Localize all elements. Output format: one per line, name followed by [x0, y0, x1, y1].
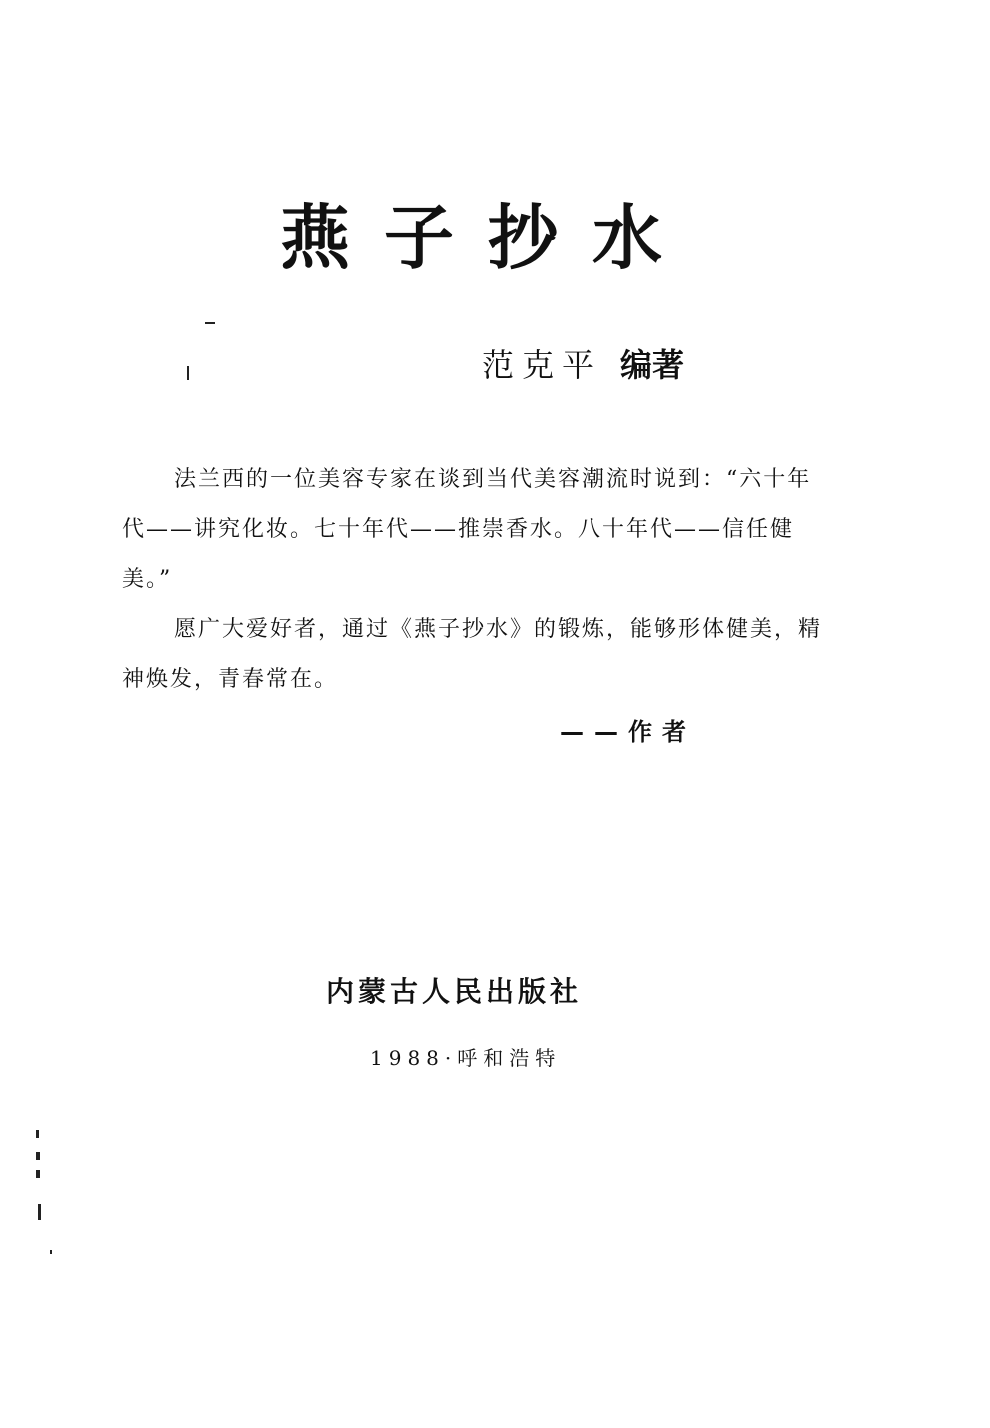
preface-signature: ——作者 [560, 718, 696, 746]
scan-speck [38, 1204, 41, 1220]
scan-speck [36, 1152, 40, 1160]
scan-speck [50, 1250, 52, 1254]
scan-speck [36, 1130, 39, 1138]
publisher-name: 内蒙古人民出版社 [326, 975, 583, 1008]
author-role: 编著 [620, 346, 685, 384]
author-line [482, 344, 684, 386]
scan-speck [36, 1170, 40, 1178]
scan-speck [187, 366, 189, 380]
scan-speck [205, 322, 215, 324]
preface [122, 455, 822, 705]
preface-paragraph-2: 愿广大爱好者，通过《燕子抄水》的锻炼，能够形体健美，精神焕发，青春常在。 [122, 617, 823, 692]
author-name: 范克平 [482, 346, 603, 384]
book-title: 燕子抄水 [280, 197, 696, 279]
imprint-line: 1988·呼和浩特 [370, 1046, 562, 1070]
preface-paragraph-1: 法兰西的一位美容专家在谈到当代美容潮流时说到：“六十年代——讲究化妆。七十年代——推崇香水。八十年代——信任健美。” [122, 467, 812, 592]
